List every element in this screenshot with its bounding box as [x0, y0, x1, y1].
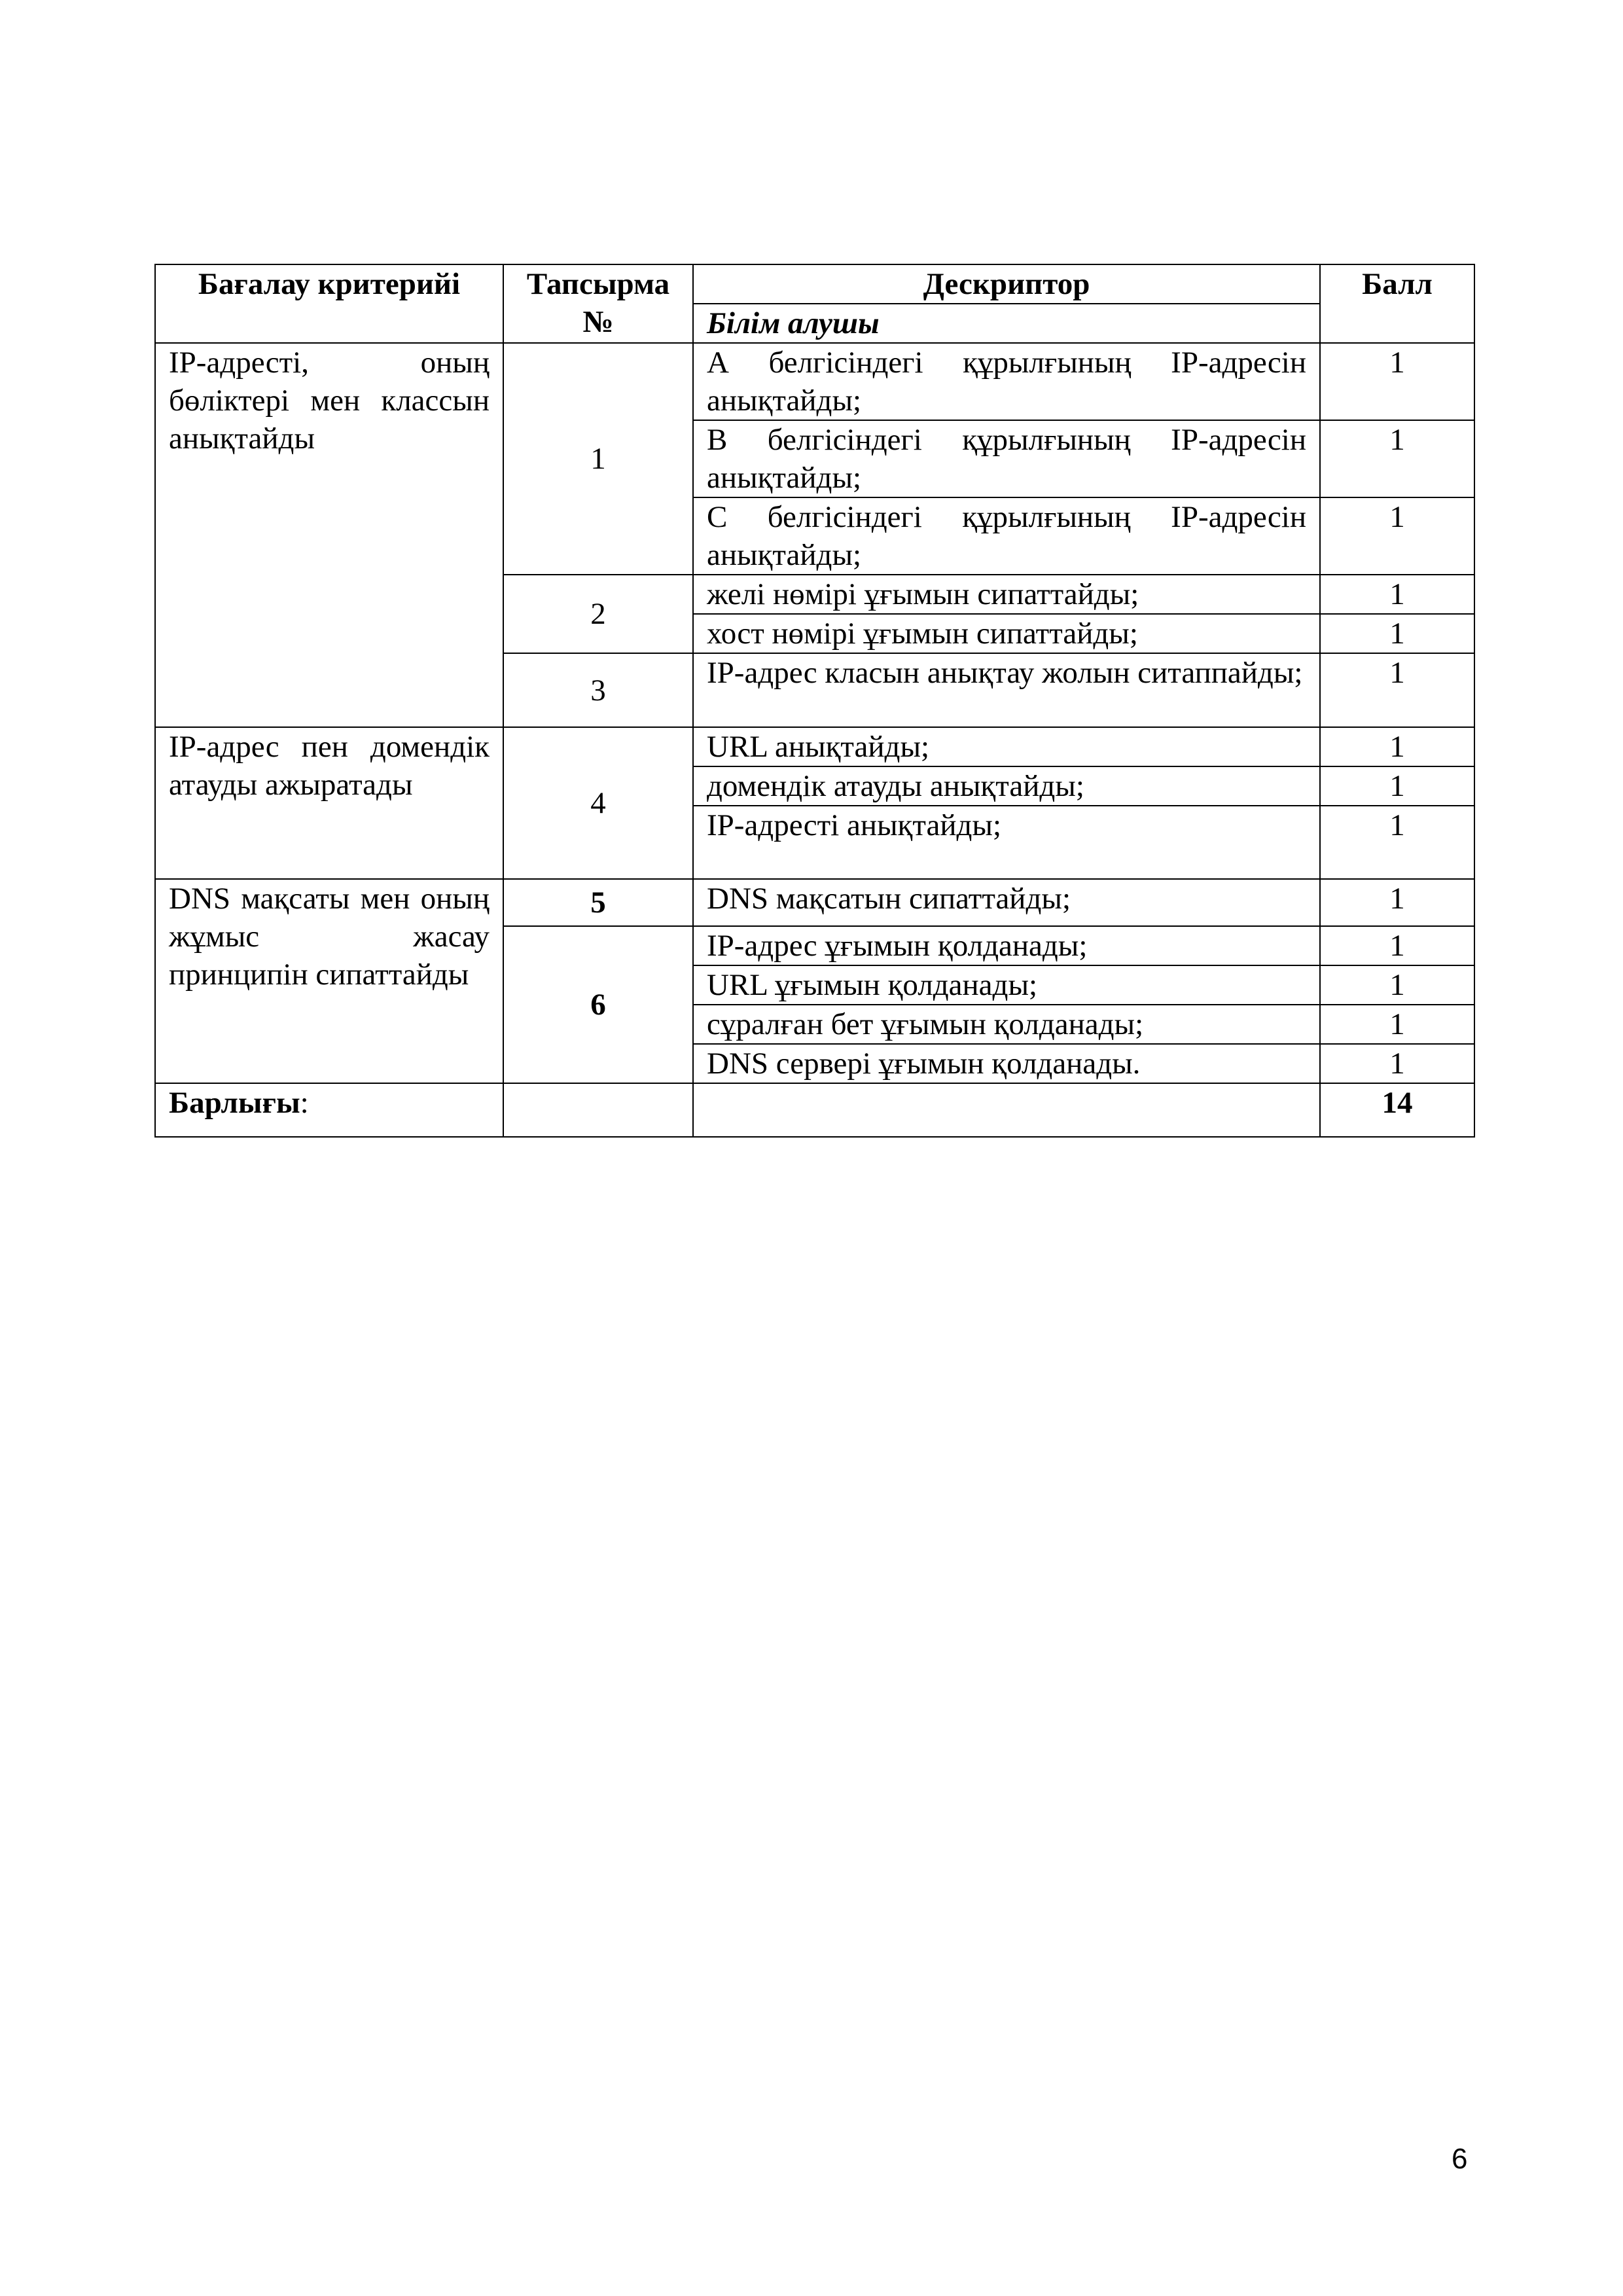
descriptor-cell: сұралған бет ұғымын қолданады; [693, 1005, 1320, 1044]
header-score: Балл [1320, 264, 1474, 343]
descriptor-cell: IP-адресті анықтайды; [693, 806, 1320, 879]
table-row [155, 727, 1474, 766]
score-cell: 1 [1320, 879, 1474, 926]
total-descriptor-cell [693, 1083, 1320, 1137]
header-descriptor: Дескриптор [693, 264, 1320, 304]
total-task-cell [503, 1083, 693, 1137]
descriptor-cell: URL анықтайды; [693, 727, 1320, 766]
task-number-cell: 1 [503, 343, 693, 575]
total-label: Барлығы [169, 1086, 300, 1120]
descriptor-cell: DNS мақсатын сипаттайды; [693, 879, 1320, 926]
criterion-cell: IP-адресті, оның бөліктері мен классын анықтайды [155, 343, 503, 727]
header-descriptor-sub: Білім алушы [693, 304, 1320, 343]
descriptor-cell: В белгісіндегі құрылғының IP-адресін анықтайды; [693, 420, 1320, 497]
score-cell: 1 [1320, 1005, 1474, 1044]
task-number-cell: 5 [503, 879, 693, 926]
score-cell: 1 [1320, 806, 1474, 879]
score-cell: 1 [1320, 575, 1474, 614]
header-criterion: Бағалау критерийі [155, 264, 503, 343]
descriptor-cell: DNS сервері ұғымын қолданады. [693, 1044, 1320, 1083]
descriptor-cell: А белгісіндегі құрылғының IP-адресін анықтайды; [693, 343, 1320, 420]
score-cell: 1 [1320, 727, 1474, 766]
score-cell: 1 [1320, 614, 1474, 653]
descriptor-cell: URL ұғымын қолданады; [693, 965, 1320, 1005]
score-cell: 1 [1320, 1044, 1474, 1083]
assessment-rubric-table [154, 264, 1475, 1138]
score-cell: 1 [1320, 343, 1474, 420]
total-score-cell: 14 [1320, 1083, 1474, 1137]
header-task: Тапсырма № [503, 264, 693, 343]
score-cell: 1 [1320, 420, 1474, 497]
descriptor-cell: IP-адрес класын анықтау жолын ситаппайды; [693, 653, 1320, 727]
score-cell: 1 [1320, 965, 1474, 1005]
score-cell: 1 [1320, 926, 1474, 965]
task-number-cell: 4 [503, 727, 693, 879]
table-row [155, 879, 1474, 926]
descriptor-cell: С белгісіндегі құрылғының IP-адресін анықтайды; [693, 497, 1320, 575]
table-row [155, 343, 1474, 420]
criterion-cell: DNS мақсаты мен оның жұмыс жасау принципін сипаттайды [155, 879, 503, 1083]
task-number-cell: 6 [503, 926, 693, 1083]
descriptor-cell: хост нөмірі ұғымын сипаттайды; [693, 614, 1320, 653]
score-cell: 1 [1320, 497, 1474, 575]
task-number-cell: 2 [503, 575, 693, 653]
descriptor-cell: желі нөмірі ұғымын сипаттайды; [693, 575, 1320, 614]
total-row [155, 1083, 1474, 1137]
descriptor-cell: IP-адрес ұғымын қолданады; [693, 926, 1320, 965]
score-cell: 1 [1320, 653, 1474, 727]
total-label-colon: : [300, 1086, 309, 1120]
score-cell: 1 [1320, 766, 1474, 806]
descriptor-cell: домендік атауды анықтайды; [693, 766, 1320, 806]
total-label-cell [155, 1083, 503, 1137]
task-number-cell: 3 [503, 653, 693, 727]
criterion-cell: IP-адрес пен домендік атауды ажыратады [155, 727, 503, 879]
page-number: 6 [1452, 2143, 1468, 2175]
